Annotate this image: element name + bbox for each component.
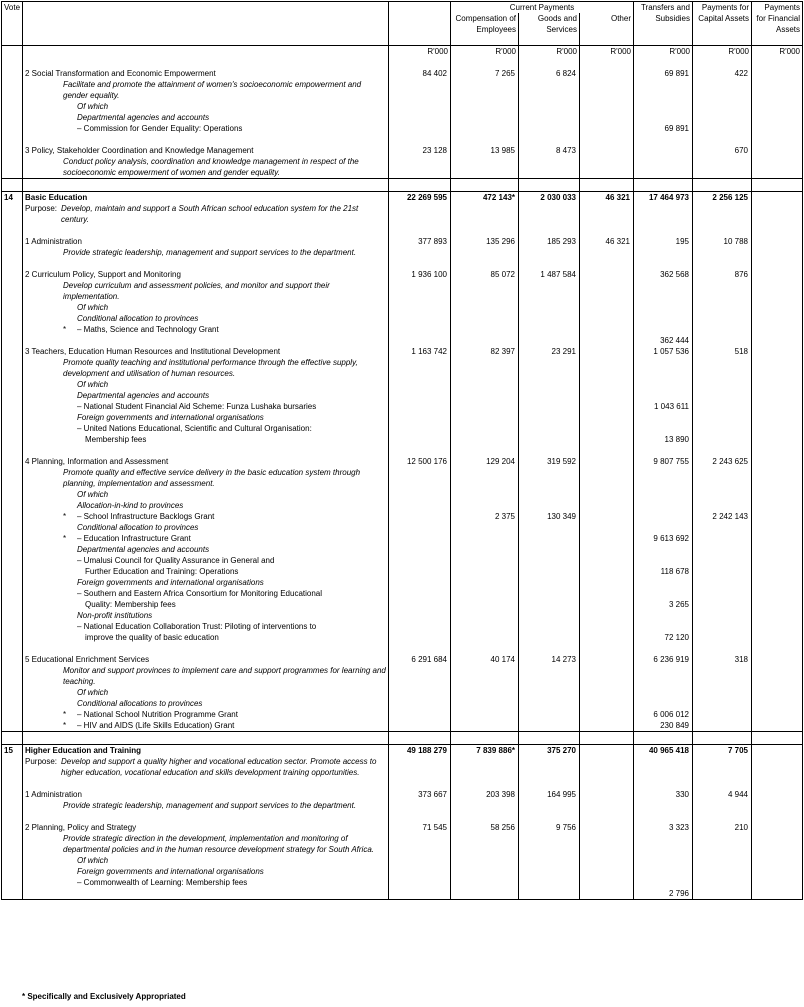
total-cell: 49 188 279 [389,744,451,756]
goods-cell: 185 293 [519,236,580,247]
programme-row [2,346,803,357]
comp-cell: 472 143* [451,191,519,203]
total-cell: 1 936 100 [389,269,451,280]
comp-cell: 40 174 [451,654,519,665]
goods-cell: 23 291 [519,346,580,357]
goods-cell: 130 349 [519,511,580,522]
vote-header: Vote [2,2,23,46]
total-cell: 12 500 176 [389,456,451,467]
transfers-cell: 69 891 [634,123,693,134]
line-item: – HIV and AIDS (Life Skills Education) Grant [77,720,235,730]
transfers-cell: 40 965 418 [634,744,693,756]
transfers-cell: 362 444 [634,335,693,346]
line-item: – Maths, Science and Technology Grant [77,324,219,334]
purpose-label: Purpose: [25,203,58,213]
category-label: Conditional allocations to provinces [23,698,389,709]
programme-description: Provide strategic direction in the development, implementation and monitoring of departmental policies and in the human resource development strategy for South Africa. [23,833,389,855]
asterisk-mark: * [63,511,67,521]
total-cell: 6 291 684 [389,654,451,665]
compensation-header: Compensation of Employees [451,13,519,45]
unit-label: R'000 [580,45,634,57]
programme-title: 3 Teachers, Education Human Resources and Institutional Development [23,346,389,357]
vote-row [2,744,803,756]
transfers-cell: 230 849 [634,720,693,732]
line-item: – Education Infrastructure Grant [77,533,191,543]
of-which-label: Of which [23,855,389,866]
programme-title: 1 Administration [23,789,389,800]
programme-row [2,654,803,665]
capital-cell: 7 705 [693,744,752,756]
transfers-cell: 3 323 [634,822,693,833]
other-cell: 46 321 [580,191,634,203]
asterisk-mark: * [63,533,67,543]
programme-title: 2 Social Transformation and Economic Empowerment [23,68,389,79]
goods-cell: 1 487 584 [519,269,580,280]
line-item: – Commission for Gender Equality: Operations [23,123,389,134]
other-header: Other [580,13,634,45]
vote-number: 14 [2,191,23,203]
unit-label: R'000 [451,45,519,57]
programme-description: Promote quality teaching and institutional performance through the effective supply, development and utilisation of human resources. [23,357,389,379]
unit-label: R'000 [634,45,693,57]
programme-description: Provide strategic leadership, management and support services to the department. [23,800,389,811]
category-label: Conditional allocation to provinces [23,313,389,324]
line-item: – Southern and Eastern Africa Consortium for Monitoring Educational [23,588,389,599]
comp-cell: 82 397 [451,346,519,357]
category-label: Departmental agencies and accounts [23,390,389,401]
vote-row [2,191,803,203]
transfers-cell: 6 236 919 [634,654,693,665]
programme-description: Monitor and support provinces to implement care and support programmes for learning and teaching. [23,665,389,687]
line-item: – National Student Financial Aid Scheme: Funza Lushaka bursaries [23,401,389,412]
unit-label: R'000 [389,45,451,57]
capital-cell: 2 256 125 [693,191,752,203]
line-item-continued: Quality: Membership fees [23,599,389,610]
total-cell: 377 893 [389,236,451,247]
comp-cell: 2 375 [451,511,519,522]
category-label: Departmental agencies and accounts [23,112,389,123]
comp-cell: 58 256 [451,822,519,833]
total-cell: 84 402 [389,68,451,79]
goods-cell: 319 592 [519,456,580,467]
transfers-cell: 69 891 [634,68,693,79]
programme-description: Develop curriculum and assessment policies, and monitor and support their implementation. [23,280,389,302]
programme-description: Promote quality and effective service delivery in the basic education system through planning, implementation and assessment. [23,467,389,489]
vote-title: Higher Education and Training [23,744,389,756]
total-cell: 373 667 [389,789,451,800]
programme-title: 3 Policy, Stakeholder Coordination and Knowledge Management [23,145,389,156]
capital-cell: 2 243 625 [693,456,752,467]
goods-cell: 14 273 [519,654,580,665]
programme-row [2,236,803,247]
capital-cell: 876 [693,269,752,280]
programme-row [2,822,803,833]
comp-cell: 13 985 [451,145,519,156]
capital-cell: 422 [693,68,752,79]
programme-title: 2 Curriculum Policy, Support and Monitoring [23,269,389,280]
programme-title: 4 Planning, Information and Assessment [23,456,389,467]
transfers-cell: 330 [634,789,693,800]
transfers-header: Transfers and Subsidies [634,2,693,46]
transfers-cell: 17 464 973 [634,191,693,203]
line-item: – National Education Collaboration Trust: Piloting of interventions to [23,621,389,632]
transfers-cell: 13 890 [634,434,693,445]
programme-description: Provide strategic leadership, management and support services to the department. [23,247,389,258]
line-item: – National School Nutrition Programme Grant [77,709,238,719]
line-item: – United Nations Educational, Scientific and Cultural Organisation: [23,423,389,434]
goods-header: Goods and Services [519,13,580,45]
total-cell: 22 269 595 [389,191,451,203]
transfers-cell: 72 120 [634,632,693,643]
goods-cell: 8 473 [519,145,580,156]
of-which-label: Of which [23,302,389,313]
transfers-cell: 118 678 [634,566,693,577]
unit-label: R'000 [519,45,580,57]
transfers-cell: 6 006 012 [634,709,693,720]
goods-cell: 6 824 [519,68,580,79]
line-item-continued: Membership fees [23,434,389,445]
of-which-label: Of which [23,101,389,112]
vote-number: 15 [2,744,23,756]
programme-description: Facilitate and promote the attainment of women's socioeconomic empowerment and gender equality. [23,79,389,101]
transfers-cell: 2 796 [634,888,693,900]
capital-cell: 2 242 143 [693,511,752,522]
comp-cell: 129 204 [451,456,519,467]
programme-row [2,789,803,800]
category-label: Conditional allocation to provinces [23,522,389,533]
capital-cell: 518 [693,346,752,357]
of-which-label: Of which [23,687,389,698]
capital-cell: 210 [693,822,752,833]
asterisk-mark: * [63,720,67,730]
total-cell: 71 545 [389,822,451,833]
appropriation-table [1,1,803,900]
footnote: * Specifically and Exclusively Appropriated [22,992,186,1001]
unit-label: R'000 [752,45,803,57]
capital-cell: 670 [693,145,752,156]
category-label: Foreign governments and international organisations [23,412,389,423]
line-item: – Commonwealth of Learning: Membership fees [23,877,389,888]
of-which-label: Of which [23,489,389,500]
description-header [23,2,389,46]
capital-cell: 4 944 [693,789,752,800]
capital-cell: 318 [693,654,752,665]
vote-title: Basic Education [23,191,389,203]
capital-cell: 10 788 [693,236,752,247]
purpose-text: Develop, maintain and support a South African school education system for the 21st century. [61,203,359,224]
comp-cell: 135 296 [451,236,519,247]
transfers-cell: 1 043 611 [634,401,693,412]
goods-cell: 164 995 [519,789,580,800]
capital-header: Payments for Capital Assets [693,2,752,46]
programme-description: Conduct policy analysis, coordination and knowledge management in respect of the socioeconomic empowerment of women and gender equality. [23,156,389,179]
goods-cell: 375 270 [519,744,580,756]
unit-label: R'000 [693,45,752,57]
purpose-label: Purpose: [25,756,58,766]
comp-cell: 203 398 [451,789,519,800]
category-label: Foreign governments and international organisations [23,866,389,877]
of-which-label: Of which [23,379,389,390]
goods-cell: 2 030 033 [519,191,580,203]
programme-row [2,68,803,79]
transfers-cell: 362 568 [634,269,693,280]
total-header [389,2,451,46]
current-payments-header: Current Payments [451,2,634,14]
transfers-cell: 9 613 692 [634,533,693,544]
transfers-cell: 195 [634,236,693,247]
transfers-cell: 3 265 [634,599,693,610]
line-item-continued: Further Education and Training: Operations [23,566,389,577]
line-item: – School Infrastructure Backlogs Grant [77,511,215,521]
programme-title: 5 Educational Enrichment Services [23,654,389,665]
programme-row [2,145,803,156]
financial-header: Payments for Financial Assets [752,2,803,46]
other-cell: 46 321 [580,236,634,247]
units-row [2,45,803,57]
asterisk-mark: * [63,324,67,334]
asterisk-mark: * [63,709,67,719]
comp-cell: 7 839 886* [451,744,519,756]
line-item: – Umalusi Council for Quality Assurance in General and [23,555,389,566]
category-label: Allocation-in-kind to provinces [23,500,389,511]
total-cell: 1 163 742 [389,346,451,357]
category-label: Non-profit institutions [23,610,389,621]
programme-row [2,269,803,280]
programme-title: 1 Administration [23,236,389,247]
goods-cell: 9 756 [519,822,580,833]
category-label: Foreign governments and international organisations [23,577,389,588]
transfers-cell: 1 057 536 [634,346,693,357]
programme-row [2,456,803,467]
transfers-cell: 9 807 755 [634,456,693,467]
line-item-continued: improve the quality of basic education [23,632,389,643]
comp-cell: 7 265 [451,68,519,79]
comp-cell: 85 072 [451,269,519,280]
purpose-text: Develop and support a quality higher and vocational education sector. Promote access to higher education, vocational education and skills development training opportunities. [61,756,377,777]
programme-title: 2 Planning, Policy and Strategy [23,822,389,833]
total-cell: 23 128 [389,145,451,156]
category-label: Departmental agencies and accounts [23,544,389,555]
